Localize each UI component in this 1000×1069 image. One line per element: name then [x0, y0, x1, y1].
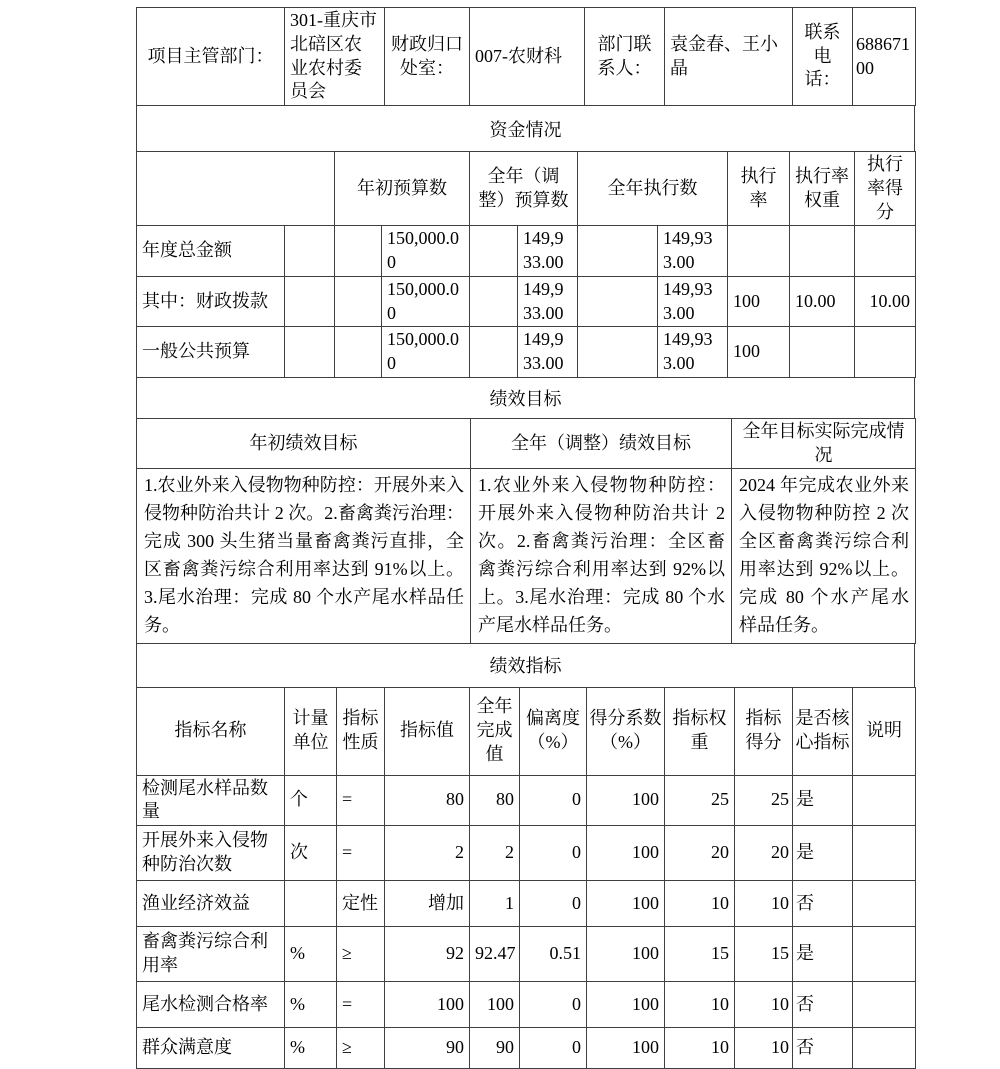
ind-unit: %	[285, 927, 337, 982]
indicators-table	[136, 687, 916, 1069]
ind-score-coef: 100	[587, 1028, 665, 1069]
ind-weight: 25	[665, 775, 735, 826]
phone-label: 联系电话：	[793, 8, 853, 106]
ind-target: 2	[385, 826, 470, 881]
ind-nature: 定性	[337, 881, 385, 927]
goals-table	[136, 418, 916, 644]
funding-exec-rate-score: 10.00	[855, 276, 916, 327]
ind-deviation: 0	[520, 775, 587, 826]
funding-row-label: 其中：财政拨款	[137, 276, 285, 327]
indicator-row	[137, 881, 916, 927]
funding-row-total	[137, 226, 916, 277]
funding-executed: 149,933.00	[658, 226, 728, 277]
ind-target: 增加	[385, 881, 470, 927]
ind-note	[853, 826, 916, 881]
ind-nature: ≥	[337, 927, 385, 982]
funding-spacer-cell	[335, 276, 382, 327]
ind-target: 100	[385, 982, 470, 1028]
ind-deviation: 0	[520, 881, 587, 927]
goals-header-initial: 年初绩效目标	[137, 418, 471, 469]
funding-table	[136, 151, 916, 378]
ind-header-target: 指标值	[385, 687, 470, 775]
ind-is-core: 是	[793, 826, 853, 881]
ind-is-core: 否	[793, 1028, 853, 1069]
funding-exec-rate-weight: 10.00	[790, 276, 855, 327]
adjusted-goal-text: 1.农业外来入侵物物种防控：开展外来入侵物种防治共计 2 次。2.畜禽粪污治理：全区畜禽粪污综合利用率达到 92%以上。3.尾水治理：完成 80 个水产尾水样品任务。	[471, 469, 732, 643]
project-dept-label: 项目主管部门：	[137, 8, 285, 106]
funding-initial-budget: 150,000.00	[382, 327, 470, 378]
funding-exec-rate-weight	[790, 327, 855, 378]
funding-spacer-cell	[335, 327, 382, 378]
ind-nature: =	[337, 982, 385, 1028]
info-header-table	[136, 7, 916, 106]
funding-header-exec-rate-weight: 执行率权重	[790, 152, 855, 226]
goals-header-adjusted: 全年（调整）绩效目标	[471, 418, 732, 469]
indicator-row	[137, 775, 916, 826]
ind-nature: =	[337, 775, 385, 826]
ind-header-nature: 指标性质	[337, 687, 385, 775]
ind-weight: 10	[665, 1028, 735, 1069]
funding-header-executed: 全年执行数	[578, 152, 728, 226]
ind-name: 开展外来入侵物种防治次数	[137, 826, 285, 881]
ind-note	[853, 982, 916, 1028]
ind-score-coef: 100	[587, 881, 665, 927]
ind-header-score: 指标得分	[735, 687, 793, 775]
phone-value: 68867100	[853, 8, 916, 106]
contact-person-label: 部门联系人：	[585, 8, 665, 106]
ind-header-name: 指标名称	[137, 687, 285, 775]
funding-row-public-budget	[137, 327, 916, 378]
funding-adjusted-budget: 149,933.00	[518, 276, 578, 327]
ind-score: 15	[735, 927, 793, 982]
indicator-row	[137, 1028, 916, 1069]
ind-name: 渔业经济效益	[137, 881, 285, 927]
funding-exec-rate	[728, 226, 790, 277]
ind-completed: 80	[470, 775, 520, 826]
ind-unit: 次	[285, 826, 337, 881]
funding-header-initial-budget: 年初预算数	[335, 152, 470, 226]
indicator-row	[137, 927, 916, 982]
funding-spacer-cell	[578, 327, 658, 378]
funding-exec-rate-score	[855, 226, 916, 277]
ind-nature: =	[337, 826, 385, 881]
funding-spacer-cell	[285, 327, 335, 378]
goals-content-row	[137, 469, 916, 643]
ind-unit: %	[285, 1028, 337, 1069]
ind-note	[853, 1028, 916, 1069]
funding-spacer-cell	[578, 226, 658, 277]
funding-exec-rate-score	[855, 327, 916, 378]
ind-note	[853, 881, 916, 927]
funding-executed: 149,933.00	[658, 276, 728, 327]
funding-row-label: 一般公共预算	[137, 327, 285, 378]
contact-person-value: 袁金春、王小晶	[665, 8, 793, 106]
ind-header-is-core: 是否核心指标	[793, 687, 853, 775]
ind-deviation: 0	[520, 826, 587, 881]
finance-office-label: 财政归口处室：	[385, 8, 470, 106]
indicator-row	[137, 982, 916, 1028]
ind-unit: %	[285, 982, 337, 1028]
ind-header-note: 说明	[853, 687, 916, 775]
funding-header-adjusted-budget: 全年（调整）预算数	[470, 152, 578, 226]
funding-adjusted-budget: 149,933.00	[518, 226, 578, 277]
ind-name: 畜禽粪污综合利用率	[137, 927, 285, 982]
ind-weight: 20	[665, 826, 735, 881]
actual-completion-text: 2024 年完成农业外来入侵物物种防控 2 次全区畜禽粪污综合利用率达到 92%以上。完成 80 个水产尾水样品任务。	[732, 469, 916, 643]
funding-row-label: 年度总金额	[137, 226, 285, 277]
indicator-row	[137, 826, 916, 881]
ind-score-coef: 100	[587, 826, 665, 881]
ind-deviation: 0.51	[520, 927, 587, 982]
ind-header-unit: 计量单位	[285, 687, 337, 775]
ind-header-completed: 全年完成值	[470, 687, 520, 775]
funding-exec-rate-weight	[790, 226, 855, 277]
goals-header-row	[137, 418, 916, 469]
ind-score: 10	[735, 982, 793, 1028]
funding-initial-budget: 150,000.00	[382, 276, 470, 327]
ind-header-score-coef: 得分系数（%）	[587, 687, 665, 775]
ind-nature: ≥	[337, 1028, 385, 1069]
ind-is-core: 否	[793, 881, 853, 927]
ind-deviation: 0	[520, 982, 587, 1028]
funding-row-fiscal	[137, 276, 916, 327]
ind-score: 20	[735, 826, 793, 881]
ind-name: 群众满意度	[137, 1028, 285, 1069]
ind-score-coef: 100	[587, 982, 665, 1028]
ind-target: 90	[385, 1028, 470, 1069]
ind-completed: 1	[470, 881, 520, 927]
funding-exec-rate: 100	[728, 276, 790, 327]
funding-spacer-cell	[285, 276, 335, 327]
funding-spacer-cell	[470, 276, 518, 327]
project-dept-value: 301-重庆市北碚区农业农村委员会	[285, 8, 385, 106]
ind-note	[853, 775, 916, 826]
ind-is-core: 是	[793, 775, 853, 826]
funding-header-row	[137, 152, 916, 226]
funding-initial-budget: 150,000.00	[382, 226, 470, 277]
ind-completed: 100	[470, 982, 520, 1028]
funding-header-exec-rate: 执行率	[728, 152, 790, 226]
ind-target: 80	[385, 775, 470, 826]
ind-score: 10	[735, 881, 793, 927]
ind-unit: 个	[285, 775, 337, 826]
finance-office-value: 007-农财科	[470, 8, 585, 106]
ind-completed: 90	[470, 1028, 520, 1069]
funding-header-blank	[137, 152, 335, 226]
ind-score: 10	[735, 1028, 793, 1069]
initial-goal-text: 1.农业外来入侵物物种防控：开展外来入侵物种防治共计 2 次。2.畜禽粪污治理：完成 300 头生猪当量畜禽粪污直排，全区畜禽粪污综合利用率达到 91%以上。3.尾水治理：完成 80 个水产尾水样品任务。	[137, 469, 471, 643]
funding-executed: 149,933.00	[658, 327, 728, 378]
ind-completed: 2	[470, 826, 520, 881]
goals-header-actual: 全年目标实际完成情况	[732, 418, 916, 469]
ind-unit	[285, 881, 337, 927]
funding-exec-rate: 100	[728, 327, 790, 378]
ind-weight: 10	[665, 982, 735, 1028]
funding-header-exec-rate-score: 执行率得分	[855, 152, 916, 226]
funding-spacer-cell	[285, 226, 335, 277]
indicators-header-row	[137, 687, 916, 775]
ind-is-core: 否	[793, 982, 853, 1028]
ind-weight: 15	[665, 927, 735, 982]
ind-header-weight: 指标权重	[665, 687, 735, 775]
ind-score-coef: 100	[587, 775, 665, 826]
goals-section-title: 绩效目标	[136, 377, 915, 419]
ind-deviation: 0	[520, 1028, 587, 1069]
ind-score: 25	[735, 775, 793, 826]
info-header-row	[137, 8, 916, 106]
ind-score-coef: 100	[587, 927, 665, 982]
funding-spacer-cell	[578, 276, 658, 327]
ind-weight: 10	[665, 881, 735, 927]
ind-note	[853, 927, 916, 982]
funding-spacer-cell	[470, 327, 518, 378]
ind-name: 检测尾水样品数量	[137, 775, 285, 826]
funding-section-title: 资金情况	[136, 105, 915, 152]
ind-target: 92	[385, 927, 470, 982]
performance-report-sheet	[136, 8, 916, 1069]
funding-adjusted-budget: 149,933.00	[518, 327, 578, 378]
ind-header-deviation: 偏离度（%）	[520, 687, 587, 775]
indicators-section-title: 绩效指标	[136, 643, 915, 688]
funding-spacer-cell	[470, 226, 518, 277]
ind-is-core: 是	[793, 927, 853, 982]
ind-name: 尾水检测合格率	[137, 982, 285, 1028]
ind-completed: 92.47	[470, 927, 520, 982]
funding-spacer-cell	[335, 226, 382, 277]
